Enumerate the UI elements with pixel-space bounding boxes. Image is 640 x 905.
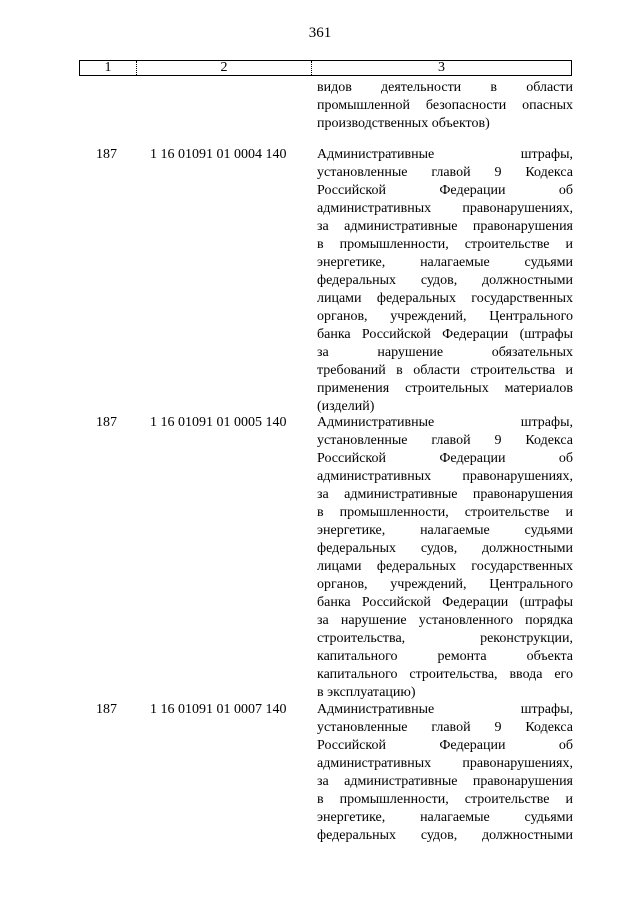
word: строительстве [464,792,550,807]
text-line: за административные правонарушения [317,219,573,234]
word: промышленности, [339,792,449,807]
text-line: в эксплуатацию) [317,685,416,700]
entry-code: 1 16 01091 01 0004 140 [150,147,287,162]
word: 9 [494,165,502,180]
text-line [317,504,573,522]
word: органов, [317,309,368,324]
text-line: за административные правонарушения [317,774,573,789]
text-line: лицами федеральных государственных [317,291,573,306]
word: учреждений, [390,309,467,324]
word: строительстве [464,505,550,520]
word: Административные [317,415,435,430]
text-line [317,164,573,182]
word: 9 [494,433,502,448]
word: за [317,345,329,360]
word: Административные [317,702,435,717]
word: энергетике, [317,810,386,825]
word: Центрального [489,309,573,324]
word: энергетике, [317,523,386,538]
text-line [317,522,573,540]
text-line [317,308,573,326]
word: энергетике, [317,255,386,270]
text-line: лицами федеральных государственных [317,559,573,574]
text-line [317,182,573,200]
entry-number: 187 [96,147,117,162]
word: судьями [524,255,573,270]
word: должностными [481,541,573,556]
word: промышленности, [339,505,449,520]
word: видов [317,80,352,95]
word: ремонта [437,649,487,664]
text-line [317,719,573,737]
word: главой [431,433,471,448]
text-line [317,701,573,719]
text-line: применения строительных материалов [317,381,573,396]
word: должностными [481,273,573,288]
word: Кодекса [525,433,573,448]
text-line: промышленной безопасности опасных [317,98,573,113]
word: Центрального [489,577,573,592]
header-col-3: 3 [438,60,445,75]
text-line: за административные правонарушения [317,487,573,502]
word: обязательных [491,345,573,360]
word: федеральных [317,541,397,556]
text-line [317,236,573,254]
word: Российской [317,738,386,753]
word: и [565,792,573,807]
text-line: требований в области строительства и [317,363,573,378]
word: главой [431,720,471,735]
entry-description [317,701,573,845]
text-line: административных правонарушениях, [317,201,573,216]
word: штрафы, [520,147,573,162]
text-line: (изделий) [317,399,375,414]
text-line: за нарушение установленного порядка [317,613,573,628]
word: в [317,237,324,252]
entry-description [317,146,573,416]
word: судов, [420,541,458,556]
text-line [317,146,573,164]
word: Административные [317,147,435,162]
word: Федерации [439,738,506,753]
text-line [317,576,573,594]
text-line [317,414,573,432]
word: Кодекса [525,165,573,180]
entry-code: 1 16 01091 01 0005 140 [150,415,287,430]
word: и [565,237,573,252]
entry-code: 1 16 01091 01 0007 140 [150,702,287,717]
text-line: производственных объектов) [317,116,490,131]
text-line [317,540,573,558]
word: учреждений, [390,577,467,592]
word: объекта [526,649,573,664]
word: должностными [481,828,573,843]
entry-number: 187 [96,702,117,717]
continuation-text [317,79,573,133]
word: строительстве [464,237,550,252]
text-line: банка Российской Федерации (штрафы [317,327,573,342]
text-line [317,254,573,272]
word: налагаемые [420,255,490,270]
word: судьями [524,523,573,538]
word: Кодекса [525,720,573,735]
word: капитального [317,649,398,664]
word: установленные [317,720,408,735]
text-line [317,432,573,450]
word: судов, [420,828,458,843]
text-line [317,827,573,845]
word: в [317,505,324,520]
word: об [558,451,573,466]
word: промышленности, [339,237,449,252]
text-line: административных правонарушениях, [317,756,573,771]
word: нарушение [377,345,444,360]
word: Российской [317,183,386,198]
word: установленные [317,433,408,448]
text-line [317,648,573,666]
word: налагаемые [420,810,490,825]
table-header [79,60,572,76]
text-line [317,737,573,755]
word: в [317,792,324,807]
entry-number: 187 [96,415,117,430]
word: строительства, [317,631,406,646]
word: судов, [420,273,458,288]
word: об [558,183,573,198]
text-line: административных правонарушениях, [317,469,573,484]
word: установленные [317,165,408,180]
text-line [317,630,573,648]
word: штрафы, [520,702,573,717]
word: Федерации [439,183,506,198]
page-number: 361 [308,25,332,41]
word: в [490,80,497,95]
word: органов, [317,577,368,592]
text-line [317,344,573,362]
text-line [317,79,573,97]
word: федеральных [317,273,397,288]
word: главой [431,165,471,180]
word: об [558,738,573,753]
word: 9 [494,720,502,735]
text-line: капитального строительства, ввода его [317,667,573,682]
text-line [317,809,573,827]
text-line [317,272,573,290]
word: федеральных [317,828,397,843]
word: налагаемые [420,523,490,538]
word: реконструкции, [480,631,573,646]
word: и [565,505,573,520]
text-line [317,791,573,809]
word: Федерации [439,451,506,466]
word: деятельности [381,80,462,95]
header-col-1: 1 [80,61,137,75]
text-line [317,450,573,468]
word: судьями [524,810,573,825]
word: Российской [317,451,386,466]
word: области [526,80,573,95]
text-line: банка Российской Федерации (штрафы [317,595,573,610]
word: штрафы, [520,415,573,430]
header-col-2: 2 [137,61,312,75]
entry-description [317,414,573,702]
